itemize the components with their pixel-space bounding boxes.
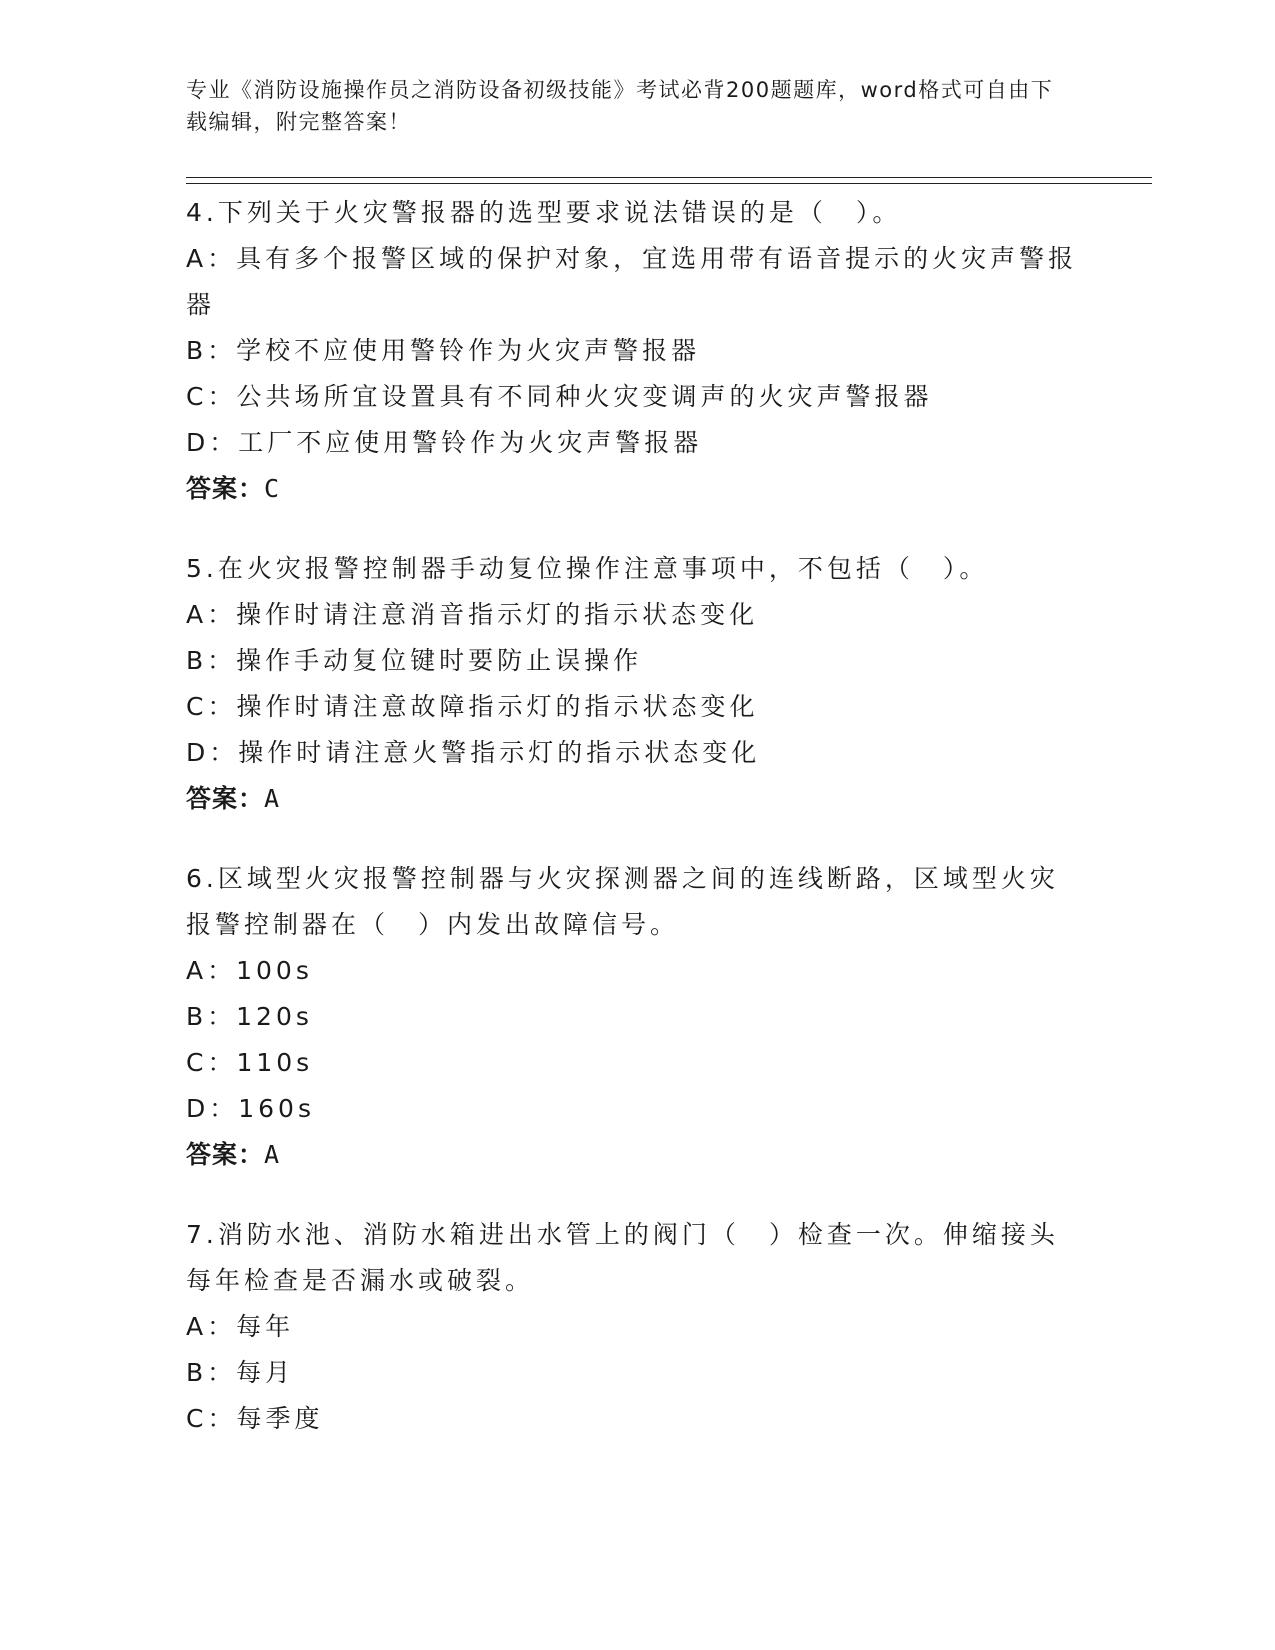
header-divider-top xyxy=(186,177,1152,178)
question-stem: 4.下列关于火灾警报器的选型要求说法错误的是（ ）。 xyxy=(186,198,902,227)
question-stem: 5.在火灾报警控制器手动复位操作注意事项中，不包括（ ）。 xyxy=(186,554,989,583)
question-4 xyxy=(186,190,1086,512)
answer-label: 答案： xyxy=(186,1140,265,1169)
option-a: A：100s xyxy=(186,956,313,985)
answer-value: C xyxy=(264,474,281,503)
option-c: C：110s xyxy=(186,1048,314,1077)
question-stem: 7.消防水池、消防水箱进出水管上的阀门（ ）检查一次。伸缩接头每年检查是否漏水或破裂。 xyxy=(186,1220,1059,1295)
option-b: B：120s xyxy=(186,1002,313,1031)
question-5 xyxy=(186,546,1086,822)
option-b: B：操作手动复位键时要防止误操作 xyxy=(186,646,643,675)
answer-value: A xyxy=(264,784,281,813)
option-c: C：公共场所宜设置具有不同种火灾变调声的火灾声警报器 xyxy=(186,382,933,411)
answer-value: A xyxy=(264,1140,281,1169)
option-a: A：每年 xyxy=(186,1312,295,1341)
answer-line xyxy=(186,1132,1086,1178)
option-b: B：学校不应使用警铃作为火灾声警报器 xyxy=(186,336,701,365)
document-intro: 专业《消防设施操作员之消防设备初级技能》考试必背200题题库，word格式可自由下载编辑，附完整答案！ xyxy=(186,78,1054,134)
option-a: A：具有多个报警区域的保护对象，宜选用带有语音提示的火灾声警报器 xyxy=(186,244,1078,319)
header-divider-bottom xyxy=(186,183,1152,184)
answer-line xyxy=(186,776,1086,822)
option-a: A：操作时请注意消音指示灯的指示状态变化 xyxy=(186,600,759,629)
option-d: D：操作时请注意火警指示灯的指示状态变化 xyxy=(186,738,761,767)
answer-label: 答案： xyxy=(186,784,265,813)
answer-line xyxy=(186,466,1086,512)
question-stem: 6.区域型火灾报警控制器与火灾探测器之间的连线断路，区域型火灾报警控制器在（ ）内发出故障信号。 xyxy=(186,864,1059,939)
option-b: B：每月 xyxy=(186,1358,295,1387)
question-list xyxy=(186,190,1086,1476)
option-c: C：每季度 xyxy=(186,1404,324,1433)
answer-label: 答案： xyxy=(186,474,265,503)
option-d: D：160s xyxy=(186,1094,315,1123)
question-6 xyxy=(186,856,1086,1178)
option-d: D：工厂不应使用警铃作为火灾声警报器 xyxy=(186,428,703,457)
question-7 xyxy=(186,1212,1086,1442)
option-c: C：操作时请注意故障指示灯的指示状态变化 xyxy=(186,692,759,721)
